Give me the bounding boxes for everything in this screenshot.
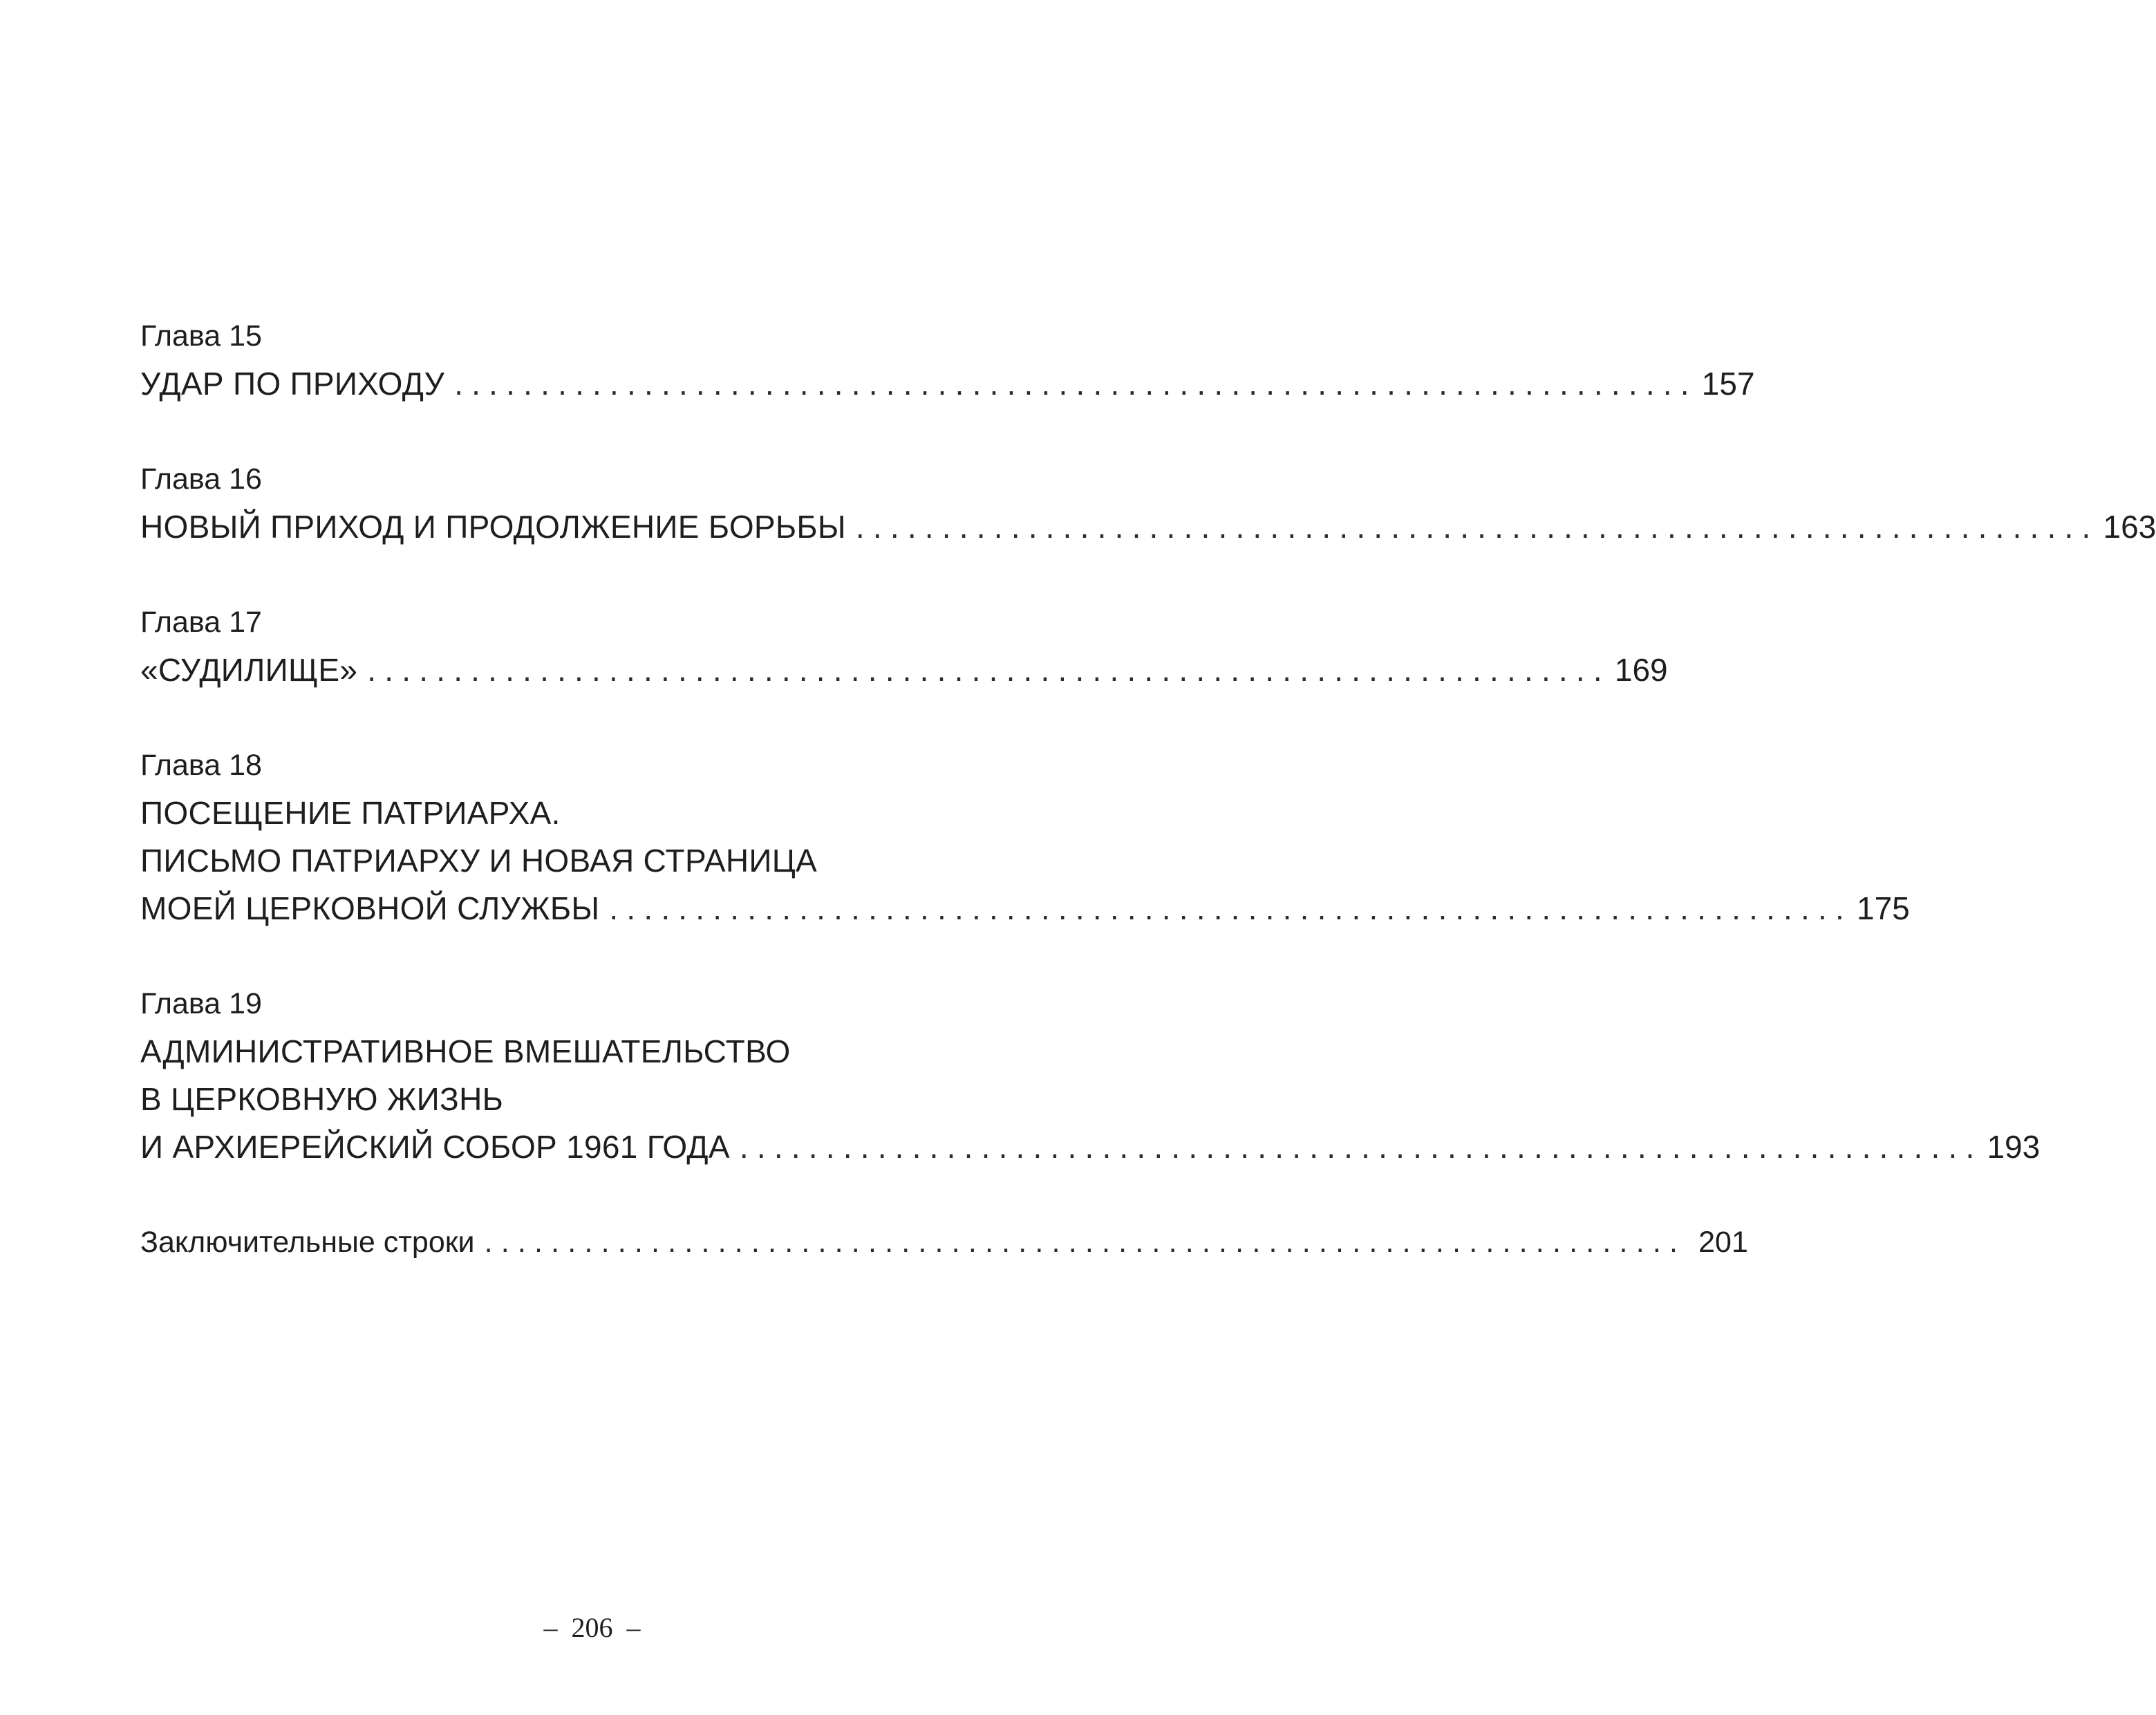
page-number: 157: [1701, 366, 1755, 402]
page-number: 201: [1698, 1226, 1748, 1259]
toc-entry-chapter-19[interactable]: [140, 980, 2041, 1171]
dot-leader: ........................................................................: [367, 652, 1611, 688]
entry-gap: [140, 933, 1042, 980]
chapter-label: Глава 15: [140, 319, 262, 353]
chapter-title-line: АДМИНИСТРАТИВНОЕ ВМЕШАТЕЛЬСТВО: [140, 1033, 791, 1069]
chapter-label: Глава 18: [140, 749, 262, 782]
entry-gap: [140, 694, 1042, 742]
chapter-title: «СУДИЛИЩЕ»: [140, 652, 358, 688]
entry-gap: [140, 551, 1042, 599]
page-number: 175: [1856, 890, 1910, 926]
chapter-title-leader-line: [140, 1123, 2041, 1171]
page-number: 163: [2103, 509, 2156, 545]
chapter-title-line: ПИСЬМО ПАТРИАРХУ И НОВАЯ СТРАНИЦА: [140, 843, 818, 879]
page-number: 193: [1987, 1129, 2041, 1165]
chapter-label: Глава 16: [140, 462, 262, 496]
dot-leader: ........................................................................: [454, 366, 1698, 402]
toc-entry-chapter-16[interactable]: [140, 456, 2156, 551]
folio-dash-left: –: [543, 1612, 558, 1643]
final-leader-line: [140, 1219, 1748, 1266]
entry-gap: [140, 408, 1042, 456]
chapter-label: Глава 19: [140, 987, 262, 1020]
dot-leader: ........................................................................: [739, 1129, 1983, 1165]
entry-gap: [140, 1171, 1042, 1219]
chapter-title: УДАР ПО ПРИХОДУ: [140, 366, 445, 402]
chapter-title: НОВЫЙ ПРИХОД И ПРОДОЛЖЕНИЕ БОРЬБЫ: [140, 509, 846, 545]
page-folio: [0, 1611, 1184, 1645]
chapter-title: МОЕЙ ЦЕРКОВНОЙ СЛУЖБЫ: [140, 890, 600, 926]
chapter-title-line: ПОСЕЩЕНИЕ ПАТРИАРХА.: [140, 795, 561, 831]
table-of-contents: [140, 312, 2156, 1266]
page-number: 169: [1614, 652, 1668, 688]
dot-leader: ........................................................................: [609, 890, 1853, 926]
toc-entry-chapter-15[interactable]: [140, 312, 1755, 408]
chapter-title-line: В ЦЕРКОВНУЮ ЖИЗНЬ: [140, 1081, 504, 1117]
folio-page-number: 206: [571, 1612, 613, 1643]
chapter-title-leader-line: [140, 360, 1755, 408]
chapter-label: Глава 17: [140, 606, 262, 639]
dot-leader: ........................................................................: [855, 509, 2099, 545]
toc-entry-final[interactable]: [140, 1219, 1748, 1266]
final-title: Заключительные строки: [140, 1226, 475, 1259]
chapter-title-leader-line: [140, 885, 1910, 933]
chapter-title: И АРХИЕРЕЙСКИЙ СОБОР 1961 ГОДА: [140, 1129, 730, 1165]
toc-entry-chapter-18[interactable]: [140, 742, 1910, 933]
folio-dash-right: –: [626, 1612, 641, 1643]
chapter-title-leader-line: [140, 646, 1668, 694]
toc-entry-chapter-17[interactable]: [140, 599, 1668, 694]
dot-leader: ........................................................................: [484, 1226, 1687, 1259]
chapter-title-leader-line: [140, 503, 2156, 551]
